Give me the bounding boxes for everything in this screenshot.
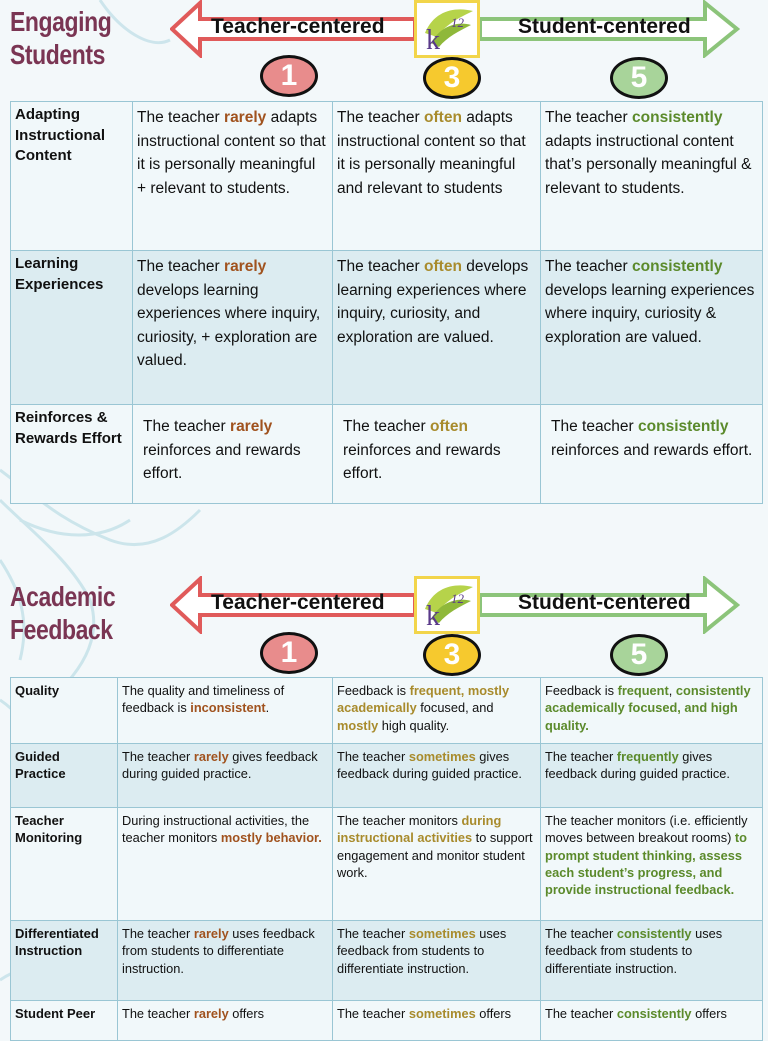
cell-emphasis: often bbox=[430, 418, 468, 435]
cell-text: uses feedback from students to differentiate instruction. bbox=[122, 926, 315, 976]
cell-emphasis: to prompt student thinking, assess each student’s progress, and provide instructional feedback. bbox=[545, 830, 748, 898]
cell-emphasis: consistently bbox=[616, 1006, 692, 1021]
level-5-cell bbox=[541, 102, 763, 251]
student-centered-label: Student-centered bbox=[518, 15, 691, 38]
cell-text: The teacher bbox=[545, 926, 617, 941]
cell-text: adapts instructional content that’s personally meaningful & relevant to students. bbox=[545, 132, 752, 197]
cell-text: reinforces and rewards effort. bbox=[551, 441, 753, 459]
table-row bbox=[11, 405, 763, 504]
cell-emphasis: consistently bbox=[616, 926, 692, 941]
cell-text: The teacher bbox=[337, 258, 425, 275]
cell-text: The teacher bbox=[551, 418, 639, 435]
cell-text: develops learning experiences where inquiry, curiosity, + exploration are valued. bbox=[137, 281, 321, 369]
cell-emphasis: sometimes bbox=[408, 1006, 476, 1021]
cell-text: offers bbox=[475, 1006, 512, 1021]
cell-text: gives feedback during guided practice. bbox=[122, 749, 318, 782]
level-3-cell bbox=[333, 251, 541, 405]
level-3-cell bbox=[333, 808, 541, 921]
level-3-cell bbox=[333, 744, 541, 808]
k12-logo-icon bbox=[417, 579, 477, 631]
level-5-cell bbox=[541, 405, 763, 504]
cell-text: Feedback is bbox=[545, 683, 618, 698]
cell-text: The teacher bbox=[337, 926, 409, 941]
cell-emphasis: rarely bbox=[193, 749, 229, 764]
cell-text: The teacher bbox=[337, 749, 409, 764]
k12-logo-icon bbox=[417, 3, 477, 55]
level-3-cell bbox=[333, 678, 541, 744]
level-1-cell bbox=[118, 1001, 333, 1041]
level-5-cell bbox=[541, 251, 763, 405]
level-3-cell bbox=[333, 405, 541, 504]
cell-text: . bbox=[265, 700, 270, 716]
cell-text: The teacher bbox=[545, 109, 633, 126]
cell-text: During instructional activities, the teacher monitors bbox=[122, 813, 310, 846]
cell-text: The teacher bbox=[137, 258, 225, 275]
cell-text: focused, and bbox=[416, 700, 494, 716]
cell-text: uses feedback from students to differentiate instruction. bbox=[545, 926, 723, 976]
row-label: Quality bbox=[11, 678, 118, 744]
table-row bbox=[11, 1001, 763, 1041]
cell-text: The teacher bbox=[545, 258, 633, 275]
teacher-centered-label: Teacher-centered bbox=[211, 15, 385, 38]
cell-emphasis: frequent bbox=[617, 683, 669, 698]
level-5-cell bbox=[541, 808, 763, 921]
cell-emphasis: rarely bbox=[193, 1006, 229, 1021]
row-label: Learning Experiences bbox=[11, 251, 133, 405]
row-label: Differentiated Instruction bbox=[11, 921, 118, 1001]
cell-text: The teacher bbox=[137, 109, 225, 126]
cell-emphasis: during instructional activities bbox=[337, 813, 502, 846]
table-row bbox=[11, 251, 763, 405]
level-1-cell bbox=[118, 921, 333, 1001]
level-1-cell bbox=[133, 251, 333, 405]
level-3-circle: 3 bbox=[423, 57, 481, 99]
level-3-circle: 3 bbox=[423, 634, 481, 676]
level-1-cell bbox=[133, 405, 333, 504]
level-5-circle: 5 bbox=[610, 634, 668, 676]
section-title-line: Students bbox=[10, 39, 105, 70]
level-1-cell bbox=[118, 808, 333, 921]
table-row bbox=[11, 744, 763, 808]
level-1-cell bbox=[118, 744, 333, 808]
cell-text: The teacher bbox=[143, 418, 231, 435]
cell-text: uses feedback from students to differentiate instruction. bbox=[337, 926, 507, 976]
k12-logo bbox=[414, 0, 480, 58]
k12-logo-text: k bbox=[426, 25, 440, 55]
cell-text: reinforces and rewards effort. bbox=[143, 441, 301, 482]
cell-emphasis: frequent, mostly academically bbox=[337, 683, 510, 716]
section-title-line: Engaging bbox=[10, 6, 112, 37]
cell-text: gives feedback during guided practice. bbox=[337, 749, 522, 782]
cell-emphasis: rarely bbox=[193, 926, 229, 941]
cell-text: The teacher bbox=[337, 109, 425, 126]
teacher-centered-label: Teacher-centered bbox=[211, 591, 385, 614]
cell-text: The teacher bbox=[122, 926, 194, 941]
cell-emphasis: consistently bbox=[632, 109, 723, 126]
section-title-engaging-students bbox=[10, 5, 111, 71]
row-label: Guided Practice bbox=[11, 744, 118, 808]
cell-text: to support engagement and monitor student work. bbox=[337, 830, 533, 880]
level-1-cell bbox=[118, 678, 333, 744]
level-1-cell bbox=[133, 102, 333, 251]
cell-emphasis: consistently academically focused, and high quality. bbox=[545, 683, 751, 733]
section-title-academic-feedback bbox=[10, 580, 115, 646]
cell-emphasis: sometimes bbox=[408, 926, 476, 941]
cell-emphasis: mostly behavior. bbox=[220, 830, 322, 846]
cell-emphasis: often bbox=[424, 258, 462, 275]
cell-text: adapts instructional content so that it is personally meaningful and relevant to students bbox=[337, 109, 526, 197]
cell-text: The teacher bbox=[343, 418, 431, 435]
cell-emphasis: rarely bbox=[230, 418, 273, 435]
cell-text: The teacher bbox=[122, 749, 194, 764]
cell-emphasis: consistently bbox=[638, 418, 729, 435]
cell-text: high quality. bbox=[378, 717, 450, 733]
cell-text: , bbox=[668, 683, 676, 698]
cell-text: The teacher bbox=[545, 749, 617, 764]
cell-text: The teacher bbox=[337, 1006, 409, 1021]
k12-logo bbox=[414, 576, 480, 634]
cell-emphasis: often bbox=[424, 109, 462, 126]
k12-logo-text: k bbox=[426, 601, 440, 631]
level-3-cell bbox=[333, 102, 541, 251]
level-5-cell bbox=[541, 744, 763, 808]
k12-logo-sup: 12 bbox=[451, 591, 464, 606]
cell-text: offers bbox=[228, 1006, 265, 1021]
level-5-circle: 5 bbox=[610, 57, 668, 99]
row-label: Reinforces & Rewards Effort bbox=[11, 405, 133, 504]
cell-text: offers bbox=[691, 1006, 727, 1021]
student-centered-label: Student-centered bbox=[518, 591, 691, 614]
section-title-line: Academic bbox=[10, 581, 116, 612]
cell-emphasis: sometimes bbox=[408, 749, 476, 764]
row-label: Student Peer bbox=[11, 1001, 118, 1041]
cell-emphasis: rarely bbox=[224, 258, 267, 275]
cell-text: develops learning experiences where inquiry, curiosity & exploration are valued. bbox=[545, 281, 755, 346]
level-5-cell bbox=[541, 678, 763, 744]
cell-emphasis: rarely bbox=[224, 109, 267, 126]
cell-text: reinforces and rewards effort. bbox=[343, 441, 501, 482]
cell-text: adapts instructional content so that it is personally meaningful + relevant to students. bbox=[137, 109, 326, 197]
cell-emphasis: frequently bbox=[616, 749, 679, 764]
level-3-cell bbox=[333, 921, 541, 1001]
level-5-cell bbox=[541, 921, 763, 1001]
table-row bbox=[11, 102, 763, 251]
table-row bbox=[11, 808, 763, 921]
cell-emphasis: consistently bbox=[632, 258, 723, 275]
cell-text: The teacher bbox=[122, 1006, 194, 1021]
cell-emphasis: inconsistent bbox=[190, 700, 266, 716]
section-title-line: Feedback bbox=[10, 614, 113, 645]
cell-text: The teacher bbox=[545, 1006, 617, 1021]
cell-text: The teacher monitors (i.e. efficiently moves between breakout rooms) bbox=[545, 813, 748, 846]
cell-text: The teacher monitors bbox=[337, 813, 462, 828]
table-row bbox=[11, 921, 763, 1001]
engaging-students-table bbox=[10, 101, 763, 504]
level-3-cell bbox=[333, 1001, 541, 1041]
row-label: Teacher Monitoring bbox=[11, 808, 118, 921]
level-1-circle: 1 bbox=[260, 632, 318, 674]
cell-emphasis: mostly bbox=[337, 717, 379, 733]
table-row bbox=[11, 678, 763, 744]
cell-text: gives feedback during guided practice. bbox=[545, 749, 730, 782]
cell-text: Feedback is bbox=[337, 683, 410, 698]
level-1-circle: 1 bbox=[260, 55, 318, 97]
level-5-cell bbox=[541, 1001, 763, 1041]
cell-text: The quality and timeliness of feedback is bbox=[122, 683, 285, 716]
cell-text: develops learning experiences where inquiry, curiosity, and exploration are valued. bbox=[337, 258, 529, 346]
k12-logo-sup: 12 bbox=[451, 15, 464, 30]
row-label: Adapting Instructional Content bbox=[11, 102, 133, 251]
academic-feedback-table bbox=[10, 677, 763, 1041]
